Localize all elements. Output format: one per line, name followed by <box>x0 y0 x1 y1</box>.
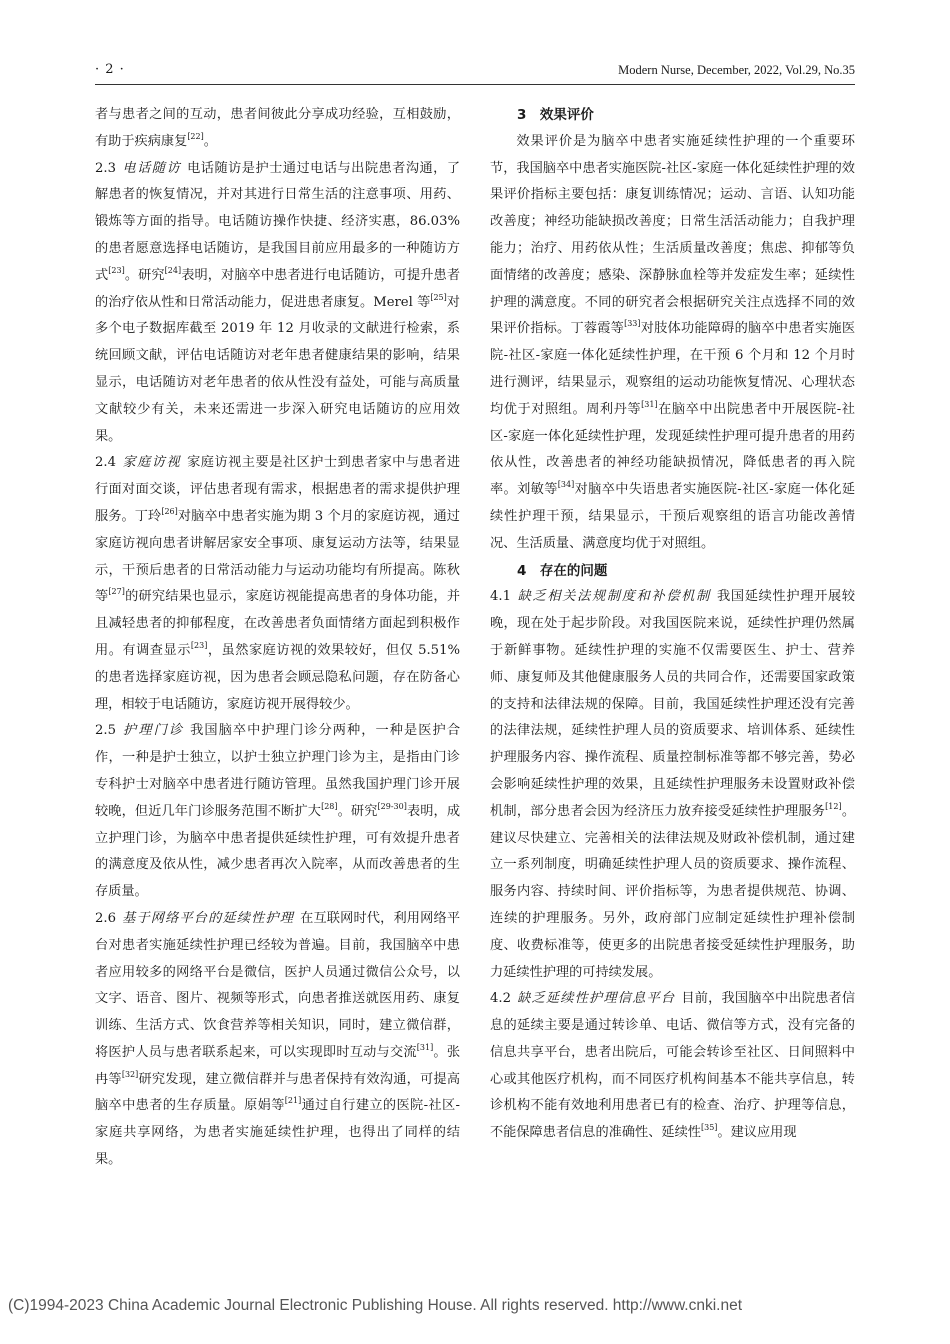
citation[interactable]: [21] <box>284 1096 302 1106</box>
section-heading: 护理门诊 <box>121 723 185 739</box>
journal-info: Modern Nurse, December, 2022, Vol.29, No.35 <box>618 63 855 77</box>
section-4-title: 4 存在的问题 <box>517 562 608 579</box>
citation[interactable]: [31] <box>416 1042 434 1052</box>
section-number: 2.4 <box>95 455 116 471</box>
citation[interactable]: [34] <box>557 480 575 490</box>
section-3-title: 3 效果评价 <box>517 107 594 123</box>
page-header <box>95 62 855 85</box>
section-heading: 基于网络平台的延续性护理 <box>121 910 295 926</box>
section-4-2: 4.2 缺乏延续性护理信息平台 目前，我国脑卒中出院患者信息的延续主要是通过转诊单、电话、微信等方式，没有完备的信息共享平台，患者出院后，可能会转诊至社区、日间照料中心或其他医疗机构，而不同医疗机构间基本不能共享信息，转诊机构不能有效地利用患者已有的检查、治疗、护理等信息，不能保障患者信息的准确性、延续性[35]。建议应用现 <box>490 991 856 1141</box>
section-3-body: 效果评价是为脑卒中患者实施延续性护理的一个重要环节，我国脑卒中患者实施医院-社区-家庭一体化延续性护理的效果评价指标主要包括：康复训练情况；运动、言语、认知功能改善度；神经功能缺损改善度；日常生活活动能力；自我护理能力；治疗、用药依从性；生活质量改善度；焦虑、抑郁等负面情绪的改善度；感染、深静脉血栓等并发症发生率；延续性护理的满意度。不同的研究者会根据研究关注点选择不同的效果评价指标。丁蓉霞等[33]对肢体功能障碍的脑卒中患者实施医院-社区-家庭一体化延续性护理，在干预 6 个月和 12 个月时进行测评，结果显示，观察组的运动功能恢复情况、心理状态均优于对照组。周利丹等[31]在脑卒中出院患者中开展医院-社区-家庭一体化延续性护理，发现延续性护理可提升患者的用药依从性，改善患者的神经功能缺损情况，降低患者的再入院率。刘敏等[34]对脑卒中失语患者实施医院-社区-家庭一体化延续性护理干预，结果显示，干预后观察组的语言功能改善情况、生活质量、满意度均优于对照组。 <box>490 133 856 551</box>
paragraph-intro: 者与患者之间的互动，患者间彼此分享成功经验，互相鼓励，有助于疾病康复[22]。 <box>95 107 460 149</box>
citation[interactable]: [24] <box>164 265 182 275</box>
citation[interactable]: [23] <box>108 265 125 275</box>
section-heading: 缺乏相关法规制度和补偿机制 <box>516 589 711 605</box>
section-number: 4.1 <box>490 589 511 605</box>
section-number: 4.2 <box>490 991 511 1007</box>
citation[interactable]: [25] <box>430 292 447 302</box>
citation[interactable]: [26] <box>161 506 178 516</box>
copyright-footer: (C)1994-2023 China Academic Journal Electronic Publishing House. All rights reserved. http://www.cnki.net <box>8 1297 743 1314</box>
citation[interactable]: [33] <box>624 319 641 329</box>
citation[interactable]: [35] <box>701 1123 718 1133</box>
citation[interactable]: [32] <box>121 1069 139 1079</box>
citation[interactable]: [28] <box>321 801 338 811</box>
section-2-6: 2.6 基于网络平台的延续性护理 在互联网时代，利用网络平台对患者实施延续性护理已经较为普遍。目前，我国脑卒中患者应用较多的网络平台是微信，医护人员通过微信公众号，以文字、语音、图片、视频等形式，向患者推送就医用药、康复训练、生活方式、饮食营养等相关知识，同时，建立微信群，将医护人员与患者联系起来，可以实现即时互动与交流[31]。张冉等[32]研究发现，建立微信群并与患者保持有效沟通，可提高脑卒中患者的生存质量。原娟等[21]通过自行建立的医院-社区-家庭共享网络，为患者实施延续性护理，也得出了同样的结果。 <box>95 910 461 1168</box>
citation[interactable]: [23] <box>190 640 208 650</box>
left-column <box>95 102 460 1174</box>
section-2-3: 2.3 电话随访 电话随访是护士通过电话与出院患者沟通，了解患者的恢复情况，并对其进行日常生活的注意事项、用药、锻炼等方面的指导。电话随访操作快捷、经济实惠，86.03% 的患者愿意选择电话随访，是我国目前应用最多的一种随访方式[23]。研究[24]表明，对脑卒中患者进行电话随访，可提升患者的治疗依从性和日常活动能力，促进患者康复。Merel 等[25]对多个电子数据库截至 2019 年 12 月收录的文献进行检索，系统回顾文献，评估电话随访对老年患者健康结果的影响，结果显示，电话随访对老年患者的依从性没有益处，可能与高质量文献较少有关，未来还需进一步深入研究电话随访的应用效果。 <box>95 160 461 444</box>
page-number: · 2 · <box>95 62 125 77</box>
citation[interactable]: [29-30] <box>377 801 407 811</box>
section-2-4: 2.4 家庭访视 家庭访视主要是社区护士到患者家中与患者进行面对面交谈，评估患者现有需求，根据患者的需求提供护理服务。丁玲[26]对脑卒中患者实施为期 3 个月的家庭访视，通过家庭访视向患者讲解居家安全事项、康复运动方法等，结果显示，干预后患者的日常活动能力与运动功能均有所提高。陈秋等[27]的研究结果也显示，家庭访视能提高患者的身体功能，并且减轻患者的抑郁程度，在改善患者负面情绪方面起到积极作用。有调查显示[23]，虽然家庭访视的效果较好，但仅 5.51% 的患者选择家庭访视，因为患者会顾忌隐私问题，存在防备心理，相较于电话随访，家庭访视开展得较少。 <box>95 455 461 712</box>
section-heading: 家庭访视 <box>121 455 182 471</box>
section-2-5: 2.5 护理门诊 我国脑卒中护理门诊分两种，一种是医护合作，一种是护士独立，以护士独立护理门诊为主，是指由门诊专科护士对脑卒中患者进行随访管理。虽然我国护理门诊开展较晚，但近几年门诊服务范围不断扩大[28]。研究[29-30]表明，成立护理门诊，为脑卒中患者提供延续性护理，可有效提升患者的满意度及依从性，减少患者再次入院率，从而改善患者的生存质量。 <box>95 723 461 900</box>
right-column <box>490 102 855 1147</box>
citation[interactable]: [22] <box>187 131 204 141</box>
section-heading: 缺乏延续性护理信息平台 <box>516 991 676 1007</box>
citation[interactable]: [12] <box>825 801 842 811</box>
citation[interactable]: [27] <box>108 587 125 597</box>
citation[interactable]: [31] <box>641 399 658 409</box>
section-number: 2.3 <box>95 160 116 176</box>
section-number: 2.6 <box>95 910 116 926</box>
section-heading: 电话随访 <box>121 160 182 176</box>
section-4-1: 4.1 缺乏相关法规制度和补偿机制 我国延续性护理开展较晚，现在处于起步阶段。对我国医院来说，延续性护理仍然属于新鲜事物。延续性护理的实施不仅需要医生、护士、营养师、康复师及其他健康服务人员的共同合作，还需要国家政策的支持和法律法规的保障。目前，我国延续性护理还没有完善的法律法规，延续性护理人员的资质要求、培训体系、延续性护理服务内容、操作流程、质量控制标准等都不够完善，势必会影响延续性护理的效果，且延续性护理服务未设置财政补偿机制，部分患者会因为经济压力放弃接受延续性护理服务[12]。建议尽快建立、完善相关的法律法规及财政补偿机制，通过建立一系列制度，明确延续性护理人员的资质要求、操作流程、服务内容、持续时间、评价指标等，为患者提供规范、协调、连续的护理服务。另外，政府部门应制定延续性护理补偿制度、收费标准等，使更多的出院患者接受延续性护理服务，助力延续性护理的可持续发展。 <box>490 589 856 980</box>
section-number: 2.5 <box>95 723 116 739</box>
